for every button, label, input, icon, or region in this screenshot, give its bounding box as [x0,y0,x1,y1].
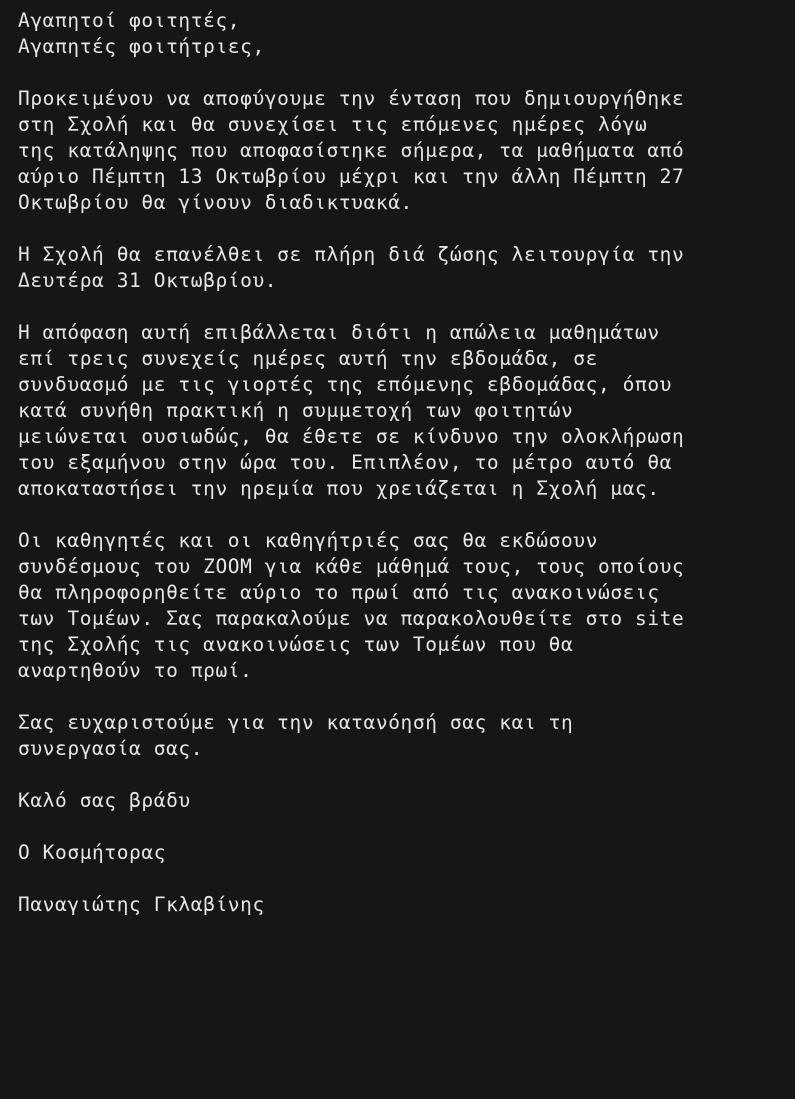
paragraph-line: θα πληροφορηθείτε αύριο το πρωί από τις ανακοινώσεις [18,581,660,604]
paragraph-gap [18,294,788,320]
paragraph-line: Οκτωβρίου θα γίνουν διαδικτυακά. [18,191,413,214]
greeting-line: Αγαπητές φοιτήτριες, [18,35,265,58]
paragraph-line: του εξαμήνου στην ώρα του. Επιπλέον, το μέτρο αυτό θα [18,451,673,474]
paragraph-line: Η Σχολή θα επανέλθει σε πλήρη διά ζώσης λειτουργία την [18,243,685,266]
paragraph-line: κατά συνήθη πρακτική η συμμετοχή των φοιτητών [18,399,574,422]
paragraph-line: στη Σχολή και θα συνεχίσει τις επόμενες ημέρες λόγω [18,113,648,136]
paragraph-line: μειώνεται ουσιωδώς, θα έθετε σε κίνδυνο την ολοκλήρωση [18,425,685,448]
paragraph-return [18,242,788,294]
closing-line: Καλό σας βράδυ [18,789,191,812]
paragraph-thanks [18,710,788,762]
greeting-line: Αγαπητοί φοιτητές, [18,9,241,32]
signature-title: Ο Κοσμήτορας [18,841,167,864]
paragraph-line: επί τρεις συνεχείς ημέρες αυτή την εβδομάδα, σε [18,347,598,370]
paragraph-line: Οι καθηγητές και οι καθηγήτριές σας θα εκδώσουν [18,529,598,552]
paragraph-line: αποκαταστήσει την ηρεμία που χρειάζεται η Σχολή μας. [18,477,660,500]
letter-text [18,8,788,918]
paragraph-gap [18,814,788,840]
paragraph-gap [18,60,788,86]
paragraph-line: Προκειμένου να αποφύγουμε την ένταση που δημιουργήθηκε [18,87,685,110]
paragraph-line: συνεργασία σας. [18,737,204,760]
paragraph-gap [18,866,788,892]
paragraph-line: Σας ευχαριστούμε για την κατανόησή σας και τη [18,711,574,734]
paragraph-zoom-links [18,528,788,684]
paragraph-gap [18,684,788,710]
signature-name: Παναγιώτης Γκλαβίνης [18,893,265,916]
paragraph-line: της Σχολής τις ανακοινώσεις των Τομέων που θα [18,633,574,656]
paragraph-gap [18,216,788,242]
paragraph-line: αύριο Πέμπτη 13 Οκτωβρίου μέχρι και την άλλη Πέμπτη 27 [18,165,685,188]
greeting [18,8,788,60]
paragraph-line: της κατάληψης που αποφασίστηκε σήμερα, τα μαθήματα από [18,139,685,162]
paragraph-online-lessons [18,86,788,216]
paragraph-gap [18,502,788,528]
paragraph-gap [18,762,788,788]
paragraph-justification [18,320,788,502]
paragraph-line: Δευτέρα 31 Οκτωβρίου. [18,269,278,292]
paragraph-line: Η απόφαση αυτή επιβάλλεται διότι η απώλεια μαθημάτων [18,321,660,344]
paragraph-line: των Τομέων. Σας παρακαλούμε να παρακολουθείτε στο site [18,607,685,630]
paragraph-line: συνδέσμους του ZOOM για κάθε μάθημά τους, τους οποίους [18,555,685,578]
paragraph-line: αναρτηθούν το πρωί. [18,659,253,682]
paragraph-line: συνδυασμό με τις γιορτές της επόμενης εβδομάδας, όπου [18,373,673,396]
